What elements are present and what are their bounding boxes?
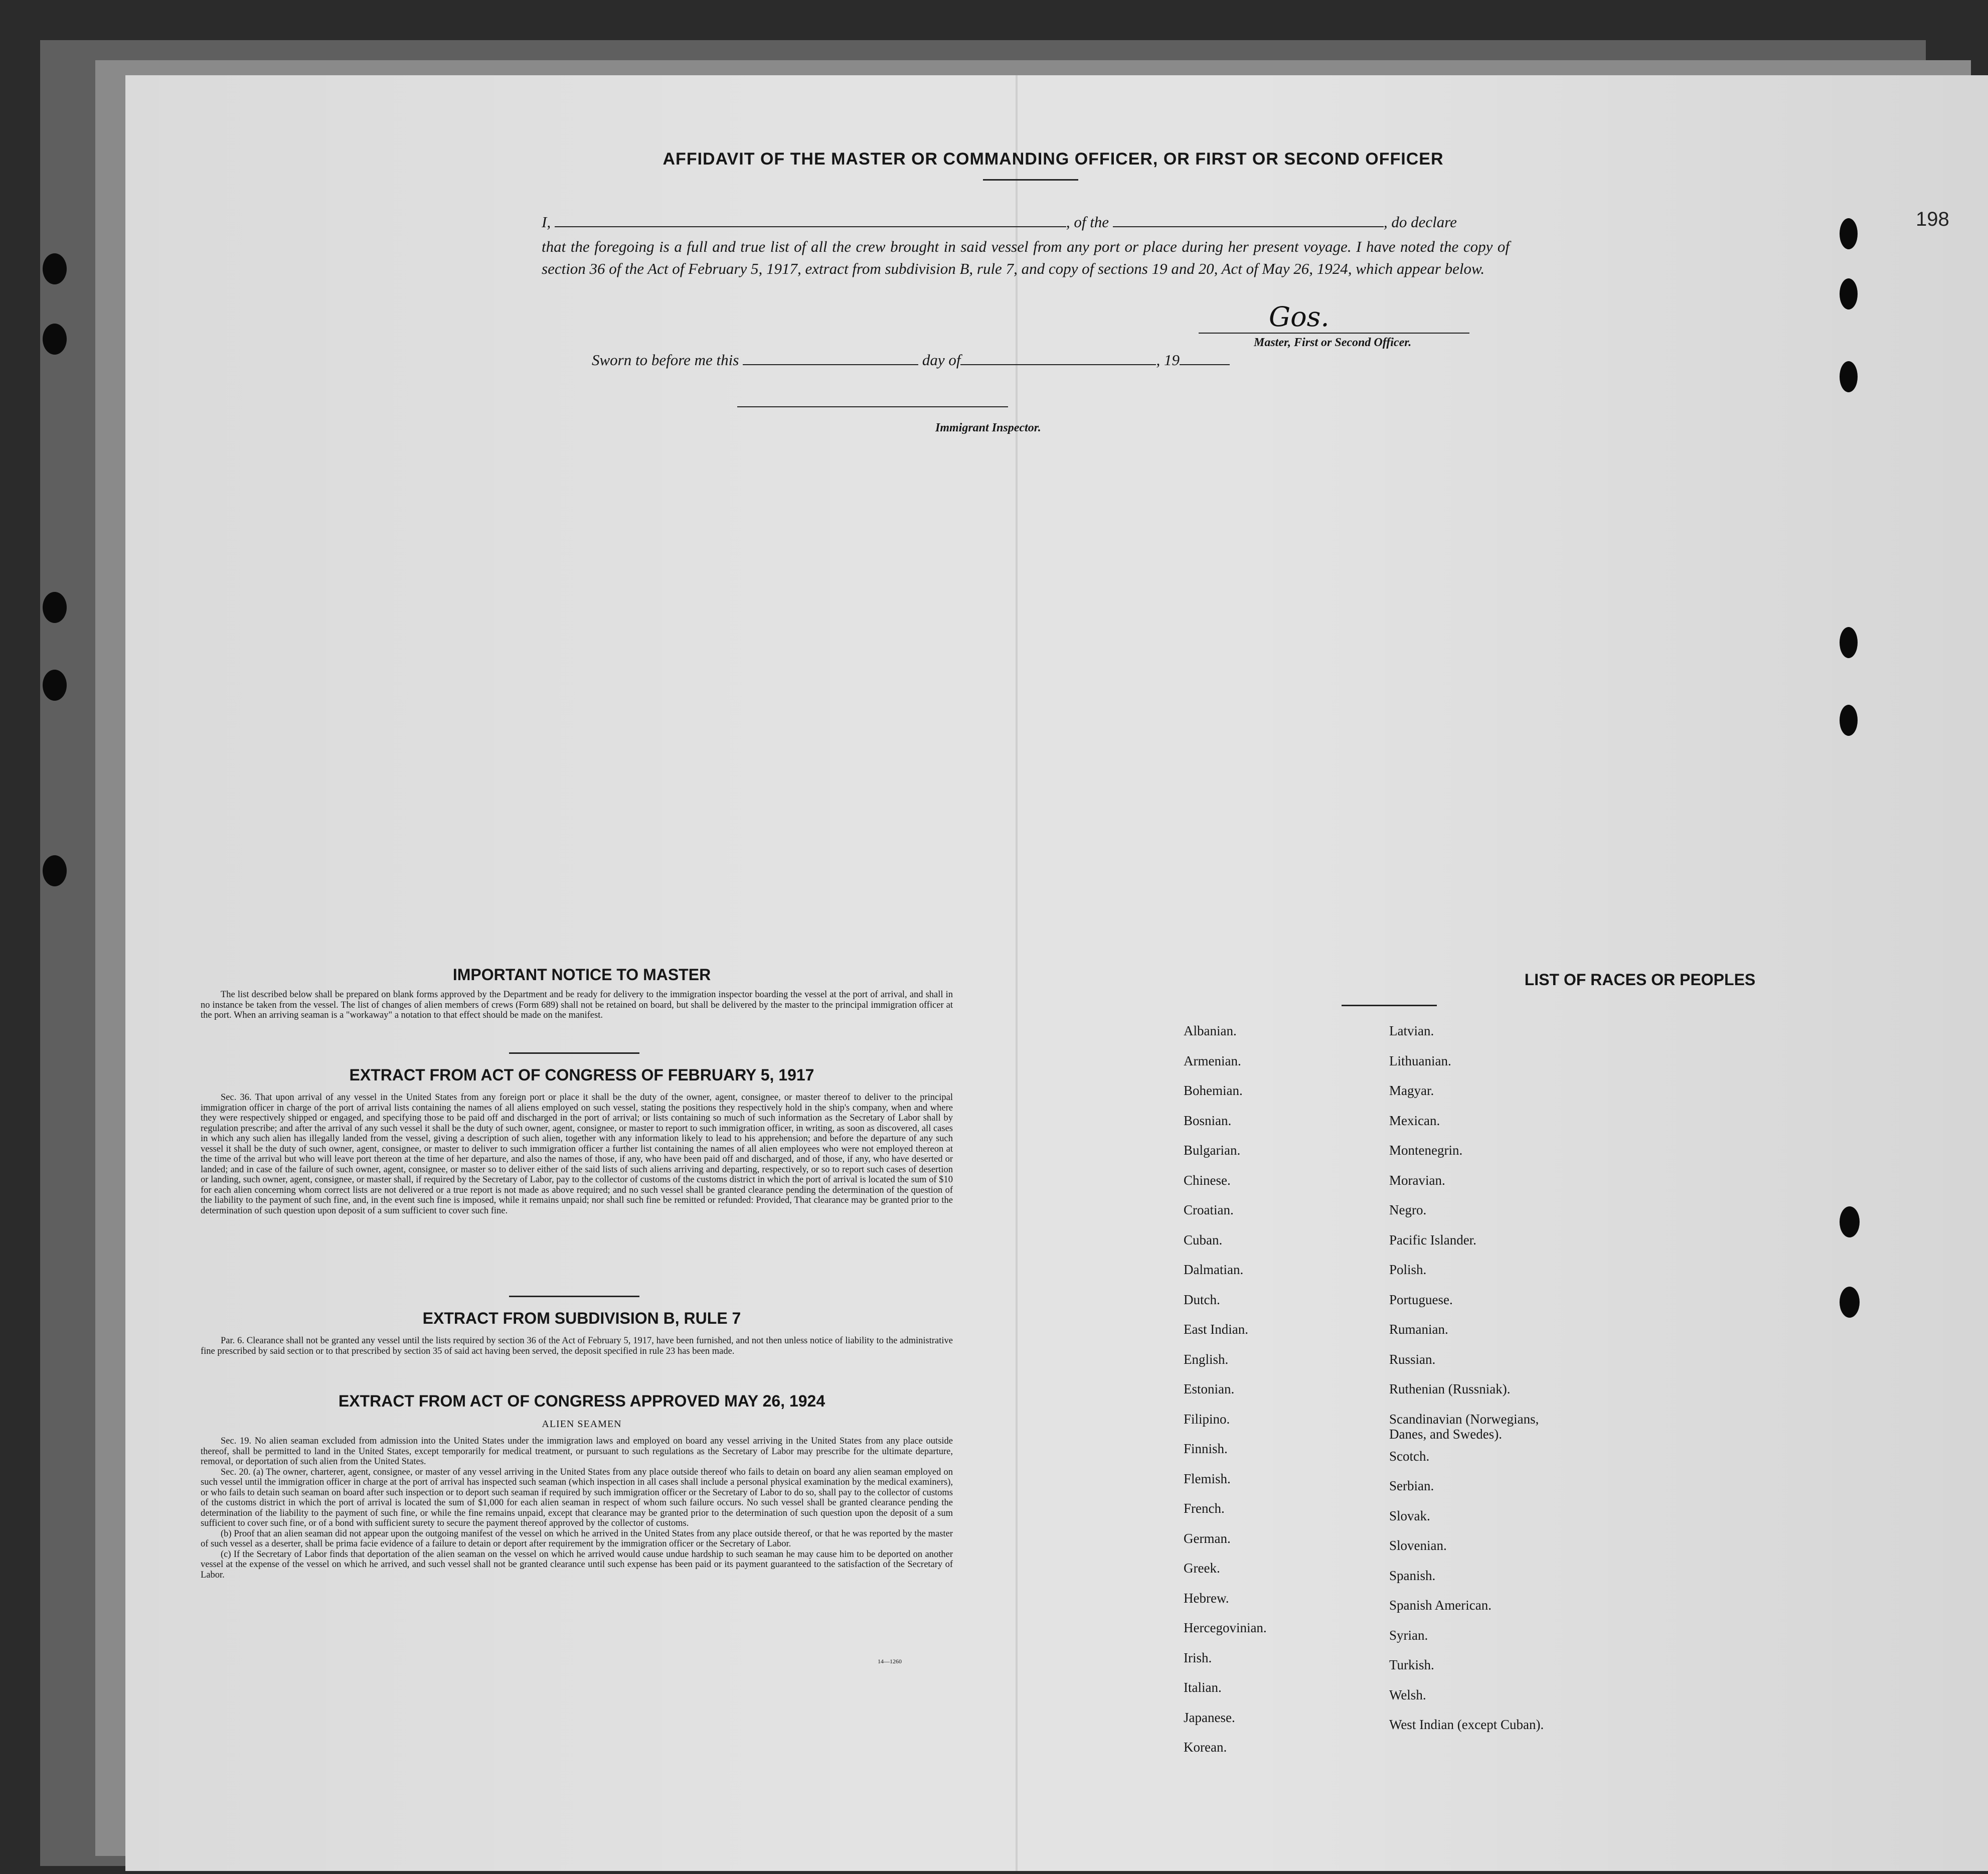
race-item: Hebrew. [1184,1590,1229,1606]
race-item: German. [1184,1530,1231,1546]
declaration-of-the: , of the [1066,213,1109,231]
extract-1917-text [201,1092,953,1216]
race-item: Scandinavian (Norwegians, Danes, and Swedes). [1389,1411,1539,1442]
form-number: 14—1260 [878,1658,902,1665]
race-item: Dutch. [1184,1292,1220,1307]
race-item: Lithuanian. [1389,1053,1451,1068]
race-item: Chinese. [1184,1172,1231,1188]
vessel-blank[interactable] [1113,213,1384,227]
extract-1924-text [201,1436,953,1580]
race-item: Croatian. [1184,1202,1234,1217]
race-item: Portuguese. [1389,1292,1453,1307]
affidavit-title: AFFIDAVIT OF THE MASTER OR COMMANDING OFFICER, OR FIRST OR SECOND OFFICER [662,149,1444,169]
binder-hole-icon [1840,361,1858,392]
race-item: Dalmatian. [1184,1262,1244,1277]
race-item: Moravian. [1389,1172,1445,1188]
race-item: Turkish. [1389,1657,1434,1672]
race-item: French. [1184,1501,1225,1516]
declaration-do-declare: , do declare [1383,213,1457,231]
race-item: Russian. [1389,1351,1436,1367]
race-item: Greek. [1184,1560,1220,1576]
race-item: East Indian. [1184,1322,1248,1337]
race-item: Bosnian. [1184,1113,1232,1128]
extract-rule7-paragraph: Par. 6. Clearance shall not be granted any vessel until the lists required by section 36 of the Act of February 5, 1917, have been furnished, and not then unless notice of liability to the administrative fine prescribed by said section or to that prescribed by section 35 of said act having been served, the deposit specified in rule 23 has been made. [201,1336,953,1356]
race-item: Mexican. [1389,1113,1440,1128]
race-item: Latvian. [1389,1023,1434,1038]
race-item: Slovenian. [1389,1538,1447,1553]
race-item: Finnish. [1184,1441,1228,1456]
sworn-month-blank[interactable] [960,351,1156,365]
race-item: Welsh. [1389,1687,1426,1702]
extract-1924-paragraph: Sec. 19. No alien seaman excluded from admission into the United States under the immigration laws and employed on board any vessel arriving in the United States from any place outside thereof, shall be permitted to land in the United States, except temporarily for medical treatment, or pursuant to such regulations as the Secretary of Labor may prescribe for the ultimate departure, removal, or deportation of such alien from the United States. [201,1436,953,1467]
race-item: Negro. [1389,1202,1427,1217]
races-divider [1342,1005,1437,1006]
race-item: Spanish. [1389,1568,1436,1583]
race-item: Hercegovinian. [1184,1620,1267,1635]
sworn-year-blank[interactable] [1180,351,1230,365]
race-item: Polish. [1389,1262,1427,1277]
title-divider [983,179,1078,181]
notice-text [201,990,953,1021]
notice-paragraph: The list described below shall be prepared on blank forms approved by the Department and be ready for delivery to the immigration inspector boarding the vessel at the port of arrival, and shall in no instance be taken from the vessel. The list of changes of alien members of crews (Form 689) shall not be retained on board, but shall be delivered by the master to the principal immigration officer at the port. When an arriving seaman is a "workaway" a notation to that effect should be made on the manifest. [201,990,953,1020]
race-item: English. [1184,1351,1229,1367]
signature-line [1199,333,1469,334]
extract-1924-title: EXTRACT FROM ACT OF CONGRESS APPROVED MAY 26, 1924 [338,1392,825,1410]
race-item: Montenegrin. [1389,1143,1463,1158]
race-item: Bulgarian. [1184,1143,1241,1158]
extract-rule7-text [201,1336,953,1356]
race-item: Slovak. [1389,1508,1430,1523]
declaration-i: I, [542,213,551,231]
sworn-date-blank[interactable] [743,351,918,365]
extract-1917-title: EXTRACT FROM ACT OF CONGRESS OF FEBRUARY 5, 1917 [349,1066,814,1084]
race-item: Spanish American. [1389,1598,1492,1613]
race-item: Serbian. [1389,1478,1434,1493]
extract-1924-subtitle: ALIEN SEAMEN [542,1419,622,1430]
race-item: Flemish. [1184,1471,1231,1486]
officer-signature: Gos. [1269,301,1330,333]
notice-title: IMPORTANT NOTICE TO MASTER [452,966,711,984]
page-number: 198 [1916,208,1949,230]
inspector-signature-line [737,406,1008,407]
race-item: Pacific Islander. [1389,1232,1476,1247]
race-item: Bohemian. [1184,1083,1243,1098]
race-item: Scotch. [1389,1448,1430,1464]
race-item: Irish. [1184,1650,1212,1665]
affidavit-body: that the foregoing is a full and true list of all the crew brought in said vessel from any port or place during her present voyage. I have noted the copy of section 36 of the Act of February 5, 1917, extract from subdivision B, rule 7, and copy of sections 19 and 20, Act of May 26, 1924, which appear below. [542,238,1510,277]
signer-label: Master, First or Second Officer. [1254,336,1412,349]
race-item: Estonian. [1184,1381,1235,1396]
sworn-year: , 19 [1156,351,1180,369]
extract-1924-paragraph: Sec. 20. (a) The owner, charterer, agent, consignee, or master of any vessel arriving in the United States from any place outside thereof who fails to detain on board any alien seaman employed on such vessel until the immigration officer in charge at the port of arrival has inspected such seaman (which inspection in all cases shall include a personal physical examination by the medical examiners), or who fails to detain such seaman on board after such inspection or to deport such seaman if required by such immigration officer or the Secretary of Labor to do so, shall pay to the collector of customs of the customs district in which the port of arrival is located the sum of $1,000 for each alien seaman in respect of whom such failure occurs. No such vessel shall be granted clearance pending the determination of the liability to the payment of such fine, or while the fine remains unpaid, except that clearance may be granted prior to the determination of such question upon the deposit of a sum sufficient to cover such fine, or of a bond with sufficient surety to secure the payment thereof approved by the collector of customs. [201,1467,953,1528]
sworn-prefix: Sworn to before me this [592,351,739,369]
races-list-right [1389,1023,1600,1747]
sworn-line [592,351,1230,369]
inspector-label: Immigrant Inspector. [935,421,1041,434]
page-fold [1016,75,1018,1871]
binder-hole-icon [43,592,67,623]
section-divider [509,1052,639,1054]
extract-1924-paragraph: (c) If the Secretary of Labor finds that deportation of the alien seaman on the vessel on which he arrived would cause undue hardship to such seaman he may cause him to be deported on another vessel at the expense of the vessel on which he arrived, and such vessel shall not be granted clearance until such expense has been paid or its payment guaranteed to the satisfaction of the Secretary of Labor. [201,1549,953,1580]
binder-hole-icon [1840,218,1858,249]
extract-rule7-title: EXTRACT FROM SUBDIVISION B, RULE 7 [422,1309,741,1327]
race-item: Albanian. [1184,1023,1237,1038]
race-item: Syrian. [1389,1627,1428,1643]
race-item: Japanese. [1184,1709,1235,1725]
binder-hole-icon [1840,705,1858,736]
binder-hole-icon [1840,278,1858,309]
extract-1924-paragraph: (b) Proof that an alien seaman did not appear upon the outgoing manifest of the vessel on which he arrived in the United States from any place outside thereof, or that he was reported by the master of such vessel as a deserter, shall be prima facie evidence of a failure to detain or deport after requirement by the immigration officer or the Secretary of Labor. [201,1528,953,1549]
name-blank[interactable] [555,213,1066,227]
race-item: Italian. [1184,1680,1222,1695]
binder-hole-icon [1840,1287,1860,1318]
extract-1917-paragraph: Sec. 36. That upon arrival of any vessel in the United States from any foreign port or place it shall be the duty of the owner, agent, consignee, or master thereof to deliver to the principal immigration officer in charge of the port of arrival lists containing the names of all aliens employed on such vessel, stating the positions they respectively hold in the ship's company, when and where they were respectively shipped or engaged, and specifying those to be paid off and discharged in the port of arrival; or lists containing so much of such information as the Secretary of Labor shall by regulation prescribe; and after the arrival of any such vessel it shall be the duty of such owner, agent, consignee, or master to report to such immigration officer, in writing, as soon as discovered, all cases in which any such alien has illegally landed from the vessel, giving a description of such alien, together with any information likely to lead to his apprehension; and before the departure of any such vessel it shall be the duty of such owner, agent, consignee, or master to deliver to such immigration officer a further list containing the names of all alien employees who were not employed thereon at the time of the arrival but who will leave port thereon at the time of her departure, and also the names of those, if any, who have been paid off and discharged, and of those, if any, who have deserted or landed; and in case of the failure of such owner, agent, consignee, or master so to deliver either of the said lists of such aliens arriving and departing, respectively, or so to report such cases of desertion or landing, such owner, agent, consignee, or master shall, if required by the Secretary of Labor, pay to the collector of customs of the customs district in which the port of arrival is located the sum of $10 for each alien concerning whom correct lists are not delivered or a true report is not made as above required; and no such vessel shall be granted clearance pending the determination of the question of the liability to the payment of such fine, and, in the event such fine is imposed, while it remains unpaid; nor shall such fine be remitted or refunded: Provided, That clearance may be granted prior to the determination of such question upon deposit of a sum sufficient to cover such fine. [201,1092,953,1216]
binder-hole-icon [43,855,67,886]
binder-hole-icon [1840,1206,1860,1237]
binder-hole-icon [1840,627,1858,658]
races-title: LIST OF RACES OR PEOPLES [1524,971,1756,989]
race-item: Cuban. [1184,1232,1223,1247]
binder-hole-icon [43,324,67,355]
section-divider [509,1296,639,1297]
race-item: Magyar. [1389,1083,1434,1098]
race-item: Ruthenian (Russniak). [1389,1381,1511,1396]
binder-hole-icon [43,253,67,284]
binder-hole-icon [43,670,67,701]
race-item: Armenian. [1184,1053,1241,1068]
affidavit-declaration-line [542,213,1457,231]
race-item: Korean. [1184,1740,1227,1755]
race-item: West Indian (except Cuban). [1389,1717,1544,1732]
race-item: Filipino. [1184,1411,1230,1427]
sworn-day-of: day of [922,351,961,369]
race-item: Rumanian. [1389,1322,1448,1337]
